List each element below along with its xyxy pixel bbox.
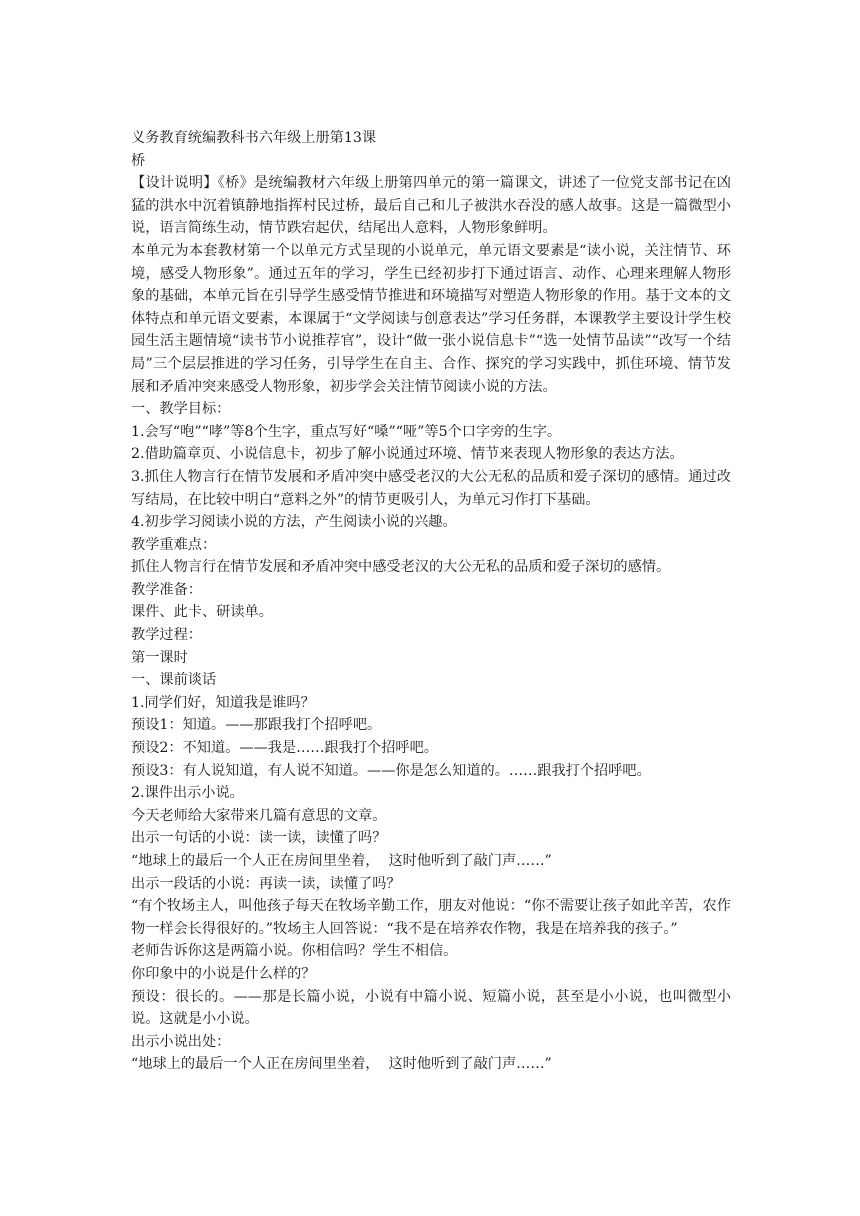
goal-3: 3.抓住人物言行在情节发展和矛盾冲突中感受老汉的大公无私的品质和爱子深切的感情。通过改写结局，在比较中明白“意料之外”的情节更吸引人，为单元习作打下基础。 xyxy=(131,468,731,508)
preset-1: 预设1：知道。——那跟我打个招呼吧。 xyxy=(131,717,382,734)
body-line-9: 出示小说出处： xyxy=(131,1033,231,1050)
body-line-7: 你印象中的小说是什么样的？ xyxy=(131,965,316,982)
preset-2: 预设2：不知道。——我是……跟我打个招呼吧。 xyxy=(131,740,438,757)
goal-1: 1.会写“咆”“哮”等8个生字，重点写好“嗓”“哑”等5个口字旁的生字。 xyxy=(131,423,562,440)
preparation-heading: 教学准备： xyxy=(131,581,202,598)
body-line-1: 今天老师给大家带来几篇有意思的文章。 xyxy=(131,807,387,824)
key-points-heading: 教学重难点： xyxy=(131,536,217,553)
lesson-title: 桥 xyxy=(131,152,146,169)
goal-4: 4.初步学习阅读小说的方法，产生阅读小说的兴趣。 xyxy=(131,514,457,531)
preset-3: 预设3：有人说知道，有人说不知道。——你是怎么知道的。……跟我打个招呼吧。 xyxy=(131,762,651,779)
goals-heading: 一、教学目标： xyxy=(131,401,231,418)
document-page xyxy=(131,127,731,1076)
preparation-text: 课件、此卡、研读单。 xyxy=(131,604,273,621)
body-line-8: 预设：很长的。——那是长篇小说，小说有中篇小说、短篇小说，甚至是小小说，也叫微型小说。这就是小小说。 xyxy=(131,988,731,1028)
body-line-2: 出示一句话的小说：读一读，读懂了吗？ xyxy=(131,830,387,847)
process-heading: 教学过程： xyxy=(131,627,202,644)
goal-2: 2.借助篇章页、小说信息卡，初步了解小说通过环境、情节来表现人物形象的表达方法。 xyxy=(131,446,684,463)
lesson-one-heading: 第一课时 xyxy=(131,649,188,666)
unit-note-paragraph: 本单元为本套教材第一个以单元方式呈现的小说单元，单元语文要素是“读小说，关注情节、环境，感受人物形象”。通过五年的学习，学生已经初步打下通过语言、动作、心理来理解人物形象的基础，本单元旨在引导学生感受情节推进和环境描写对塑造人物形象的作用。基于文本的文体特点和单元语文要素，本课属于“文学阅读与创意表达”学习任务群，本课教学主要设计学生校园生活主题情境“读书节小说推荐官”，设计“做一张小说信息卡”“选一处情节品读”“改写一个结局”三个层层推进的学习任务，引导学生在自主、合作、探究的学习实践中，抓住环境、情节发展和矛盾冲突来感受人物形象，初步学会关注情节阅读小说的方法。 xyxy=(131,242,731,395)
body-line-4: 出示一段话的小说：再读一读，读懂了吗？ xyxy=(131,875,401,892)
part-one-heading: 一、课前谈话 xyxy=(131,672,217,689)
question-1: 1.同学们好，知道我是谁吗？ xyxy=(131,694,315,711)
body-line-10: “地球上的最后一个人正在房间里坐着， 这时他听到了敲门声……” xyxy=(131,1056,552,1073)
key-points-text: 抓住人物言行在情节发展和矛盾冲突中感受老汉的大公无私的品质和爱子深切的感情。 xyxy=(131,559,671,576)
body-line-6: 老师告诉你这是两篇小说。你相信吗？学生不相信。 xyxy=(131,943,458,960)
document-header: 义务教育统编教科书六年级上册第13课 xyxy=(131,130,377,146)
body-line-5: “有个牧场主人，叫他孩子每天在牧场辛勤工作，朋友对他说：“你不需要让孩子如此辛苦，农作物一样会长得很好的。”牧场主人回答说：“我不是在培养农作物，我是在培养我的孩子。” xyxy=(131,898,731,937)
body-line-3: “地球上的最后一个人正在房间里坐着， 这时他听到了敲门声……” xyxy=(131,853,552,869)
question-2: 2.课件出示小说。 xyxy=(131,785,244,802)
design-note-paragraph: 【设计说明】《桥》是统编教材六年级上册第四单元的第一篇课文，讲述了一位党支部书记在凶猛的洪水中沉着镇静地指挥村民过桥，最后自己和儿子被洪水吞没的感人故事。这是一篇微型小说，语言简练生动，情节跌宕起伏，结尾出人意料，人物形象鲜明。 xyxy=(131,175,731,237)
